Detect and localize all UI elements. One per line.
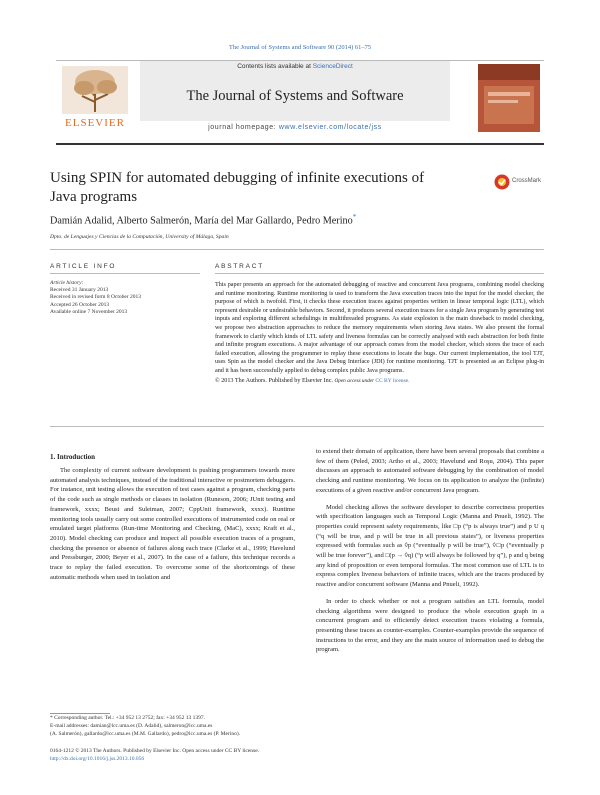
abstract-body: This paper presents an approach for the automated debugging of reactive and concurrent Java programs, combining model checking and runtime monitoring. Runtime monitoring is used to transform the Java execution traces into the input for the model checker, the purpose of which is twofold. First, it checks these execution traces against properties written in linear temporal logic (LTL), which represent desirable or undesirable behaviors. Second, it produces several execution traces for a single Java program by generating test inputs and exploring different schedulings in multithreaded programs. As state explosion is the main drawback to model checking, we propose two abstraction approaches to reduce the memory requirements when storing Java states. We also present the formal framework to clarify which kinds of LTL safety and liveness formulas can be correctly analysed with each abstraction for both finite and infinite program executions. A major advantage of our approach comes from the model checker, which stores the trace of each failed execution, allowing the programmer to replay these executions to locate the bugs. Our current implementation, the tool TJT, uses Spin as the model checker and the Java Debug Interface (JDI) for runtime monitoring. TJT is presented as an Eclipse plug-in and it has been successfully applied to debug complex public Java programs. © 2013 The Authors. Published by Elsevier Inc. Open access under CC BY license. bbox=[215, 282, 544, 384]
history-entry: Available online 7 November 2013 bbox=[50, 308, 128, 315]
paper-title: Using SPIN for automated debugging of infinite executions of Java programs bbox=[50, 170, 425, 205]
affiliation: Dpto. de Lenguajes y Ciencias de la Computación, University of Málaga, Spain bbox=[50, 234, 229, 240]
article-history: Article history: Received 31 January 2013 Received in revised form 8 October 2013 Accepted 26 October 2013 Available online 7 November 2013 bbox=[50, 280, 200, 316]
intro-paragraph: to extend their domain of application, there have been several proposals that combine a few of them (Peled, 2003; Artho et al., 2003; Havelund and Roşu, 2004). This paper discusses an approach to automated software debugging by the combination of model checking and runtime monitoring. We focus on its application to analyze the (infinite) executions of a given reactive and/or concurrent Java program. bbox=[316, 448, 544, 494]
footnote-emails-cont: (A. Salmerón), gallardo@lcc.uma.es (M.M. Gallardo), pedro@lcc.uma.es (P. Merino). bbox=[50, 730, 241, 737]
history-entry: Received 31 January 2013 bbox=[50, 287, 109, 294]
journal-cover-thumbnail bbox=[478, 64, 540, 132]
header-rule bbox=[56, 143, 544, 145]
introduction-heading: 1. Introduction bbox=[50, 453, 95, 461]
abstract-heading: ABSTRACT bbox=[215, 263, 265, 270]
issn-line: 0164-1212 © 2013 The Authors. Published by Elsevier Inc. Open access under CC BY license. bbox=[50, 748, 260, 754]
cc-by-license-link[interactable]: CC BY license. bbox=[375, 377, 410, 384]
journal-homepage: journal homepage: www.elsevier.com/locate/jss bbox=[208, 124, 382, 131]
elsevier-logo bbox=[56, 60, 134, 136]
crossmark-badge bbox=[494, 174, 510, 190]
title-rule bbox=[50, 249, 544, 250]
article-info-heading: ARTICLE INFO bbox=[50, 263, 117, 270]
cover-art bbox=[478, 64, 540, 132]
abstract-end-rule bbox=[50, 426, 544, 427]
journal-title: The Journal of Systems and Software bbox=[186, 88, 404, 104]
journal-homepage-link[interactable]: www.elsevier.com/locate/jss bbox=[278, 124, 382, 131]
intro-paragraph: The complexity of current software development is pushing programmers towards more automated analysis techniques, instead of the traditional interactive or postmortem debuggers. For instance, unit testing allows the execution of test cases against a program, checking parts of the code such as single methods or classes in isolation (Runeson, 2006; JUnit testing and framework, xxxx; Beust and Suleiman, 2007; CppUnit framework, xxxx). Runtime monitoring tools usually carry out some controlled executions of instrumented code on real or emulated target platforms (Run-time Monitoring and Checking, (MaC), xxxx; Kraft et al., 2010). Model checking can produce and inspect all possible execution traces of a program, checking the presence or absence of failures along each trace (Clarke et al., 1999; Havelund and Pressburger, 2000; Beyer et al., 2007). In the case of a failure, this technique records a trace to replay the failed execution. To overcome some of the shortcomings of these automatic methods when used in isolation and bbox=[50, 467, 295, 581]
intro-paragraph: In order to check whether or not a program satisfies an LTL formula, model checking algorithms were designed to produce the whole execution graph in a concurrent program and to efficiently detect execution traces violating a formula, presenting these traces as counter-examples. Counter-examples provide the sequence of instructions to the error, and they are the main source of information used to debug the program. bbox=[316, 597, 544, 654]
abstract-rule bbox=[215, 273, 544, 274]
right-column bbox=[316, 447, 544, 655]
crossmark-icon[interactable]: CrossMark bbox=[494, 172, 554, 194]
elsevier-wordmark: ELSEVIER bbox=[65, 117, 125, 129]
footnote-emails: E-mail addresses: damian@lcc.uma.es (D. Adalid), salmeron@lcc.uma.es bbox=[50, 722, 213, 729]
running-header: The Journal of Systems and Software 90 (2014) 61–75 bbox=[228, 44, 372, 51]
footnote-rule bbox=[50, 713, 110, 714]
left-column bbox=[50, 466, 295, 582]
issn-block bbox=[50, 748, 350, 764]
article-info-rule bbox=[50, 273, 200, 274]
sciencedirect-link[interactable]: ScienceDirect bbox=[312, 63, 353, 70]
intro-paragraph: Model checking allows the software developer to describe correctness properties with specification languages such as Temporal Logic (Manna and Pnueli, 1992). The properties could represent safety requirements, like □p (“p is always true”) and p U q (“q will be true, and p will be true in all previous states”), or liveness properties expressed with formulas such as ◊p (“eventually p will be true”), ◊□p (“eventually p will be true forever”), and □(p → ◊q) (“p will always be followed by q”), p and q being any kind of proposition or even temporal formulas. The most common use of LTL is to express complex liveness behaviors of infinite traces, which are the traces produced by reactive and/or concurrent software (Manna and Pnueli, 1992). bbox=[316, 503, 544, 589]
footnotes bbox=[50, 715, 295, 738]
footnote-corresponding: * Corresponding author. Tel.: +34 952 13 2752; fax: +34 952 13 1397. bbox=[50, 715, 205, 721]
history-entry: Accepted 26 October 2013 bbox=[50, 301, 110, 308]
corresponding-author-mark[interactable]: * bbox=[352, 213, 357, 221]
author-list: Damián Adalid, Alberto Salmerón, María del Mar Gallardo, Pedro Merino* bbox=[50, 213, 357, 227]
abstract-copyright: © 2013 The Authors. Published by Elsevier Inc. Open access under CC BY license. bbox=[215, 377, 410, 384]
contents-line: Contents lists available at ScienceDirect bbox=[237, 63, 353, 70]
doi-link[interactable]: http://dx.doi.org/10.1016/j.jss.2013.10.056 bbox=[50, 755, 145, 762]
history-entry: Received in revised form 8 October 2013 bbox=[50, 294, 142, 301]
